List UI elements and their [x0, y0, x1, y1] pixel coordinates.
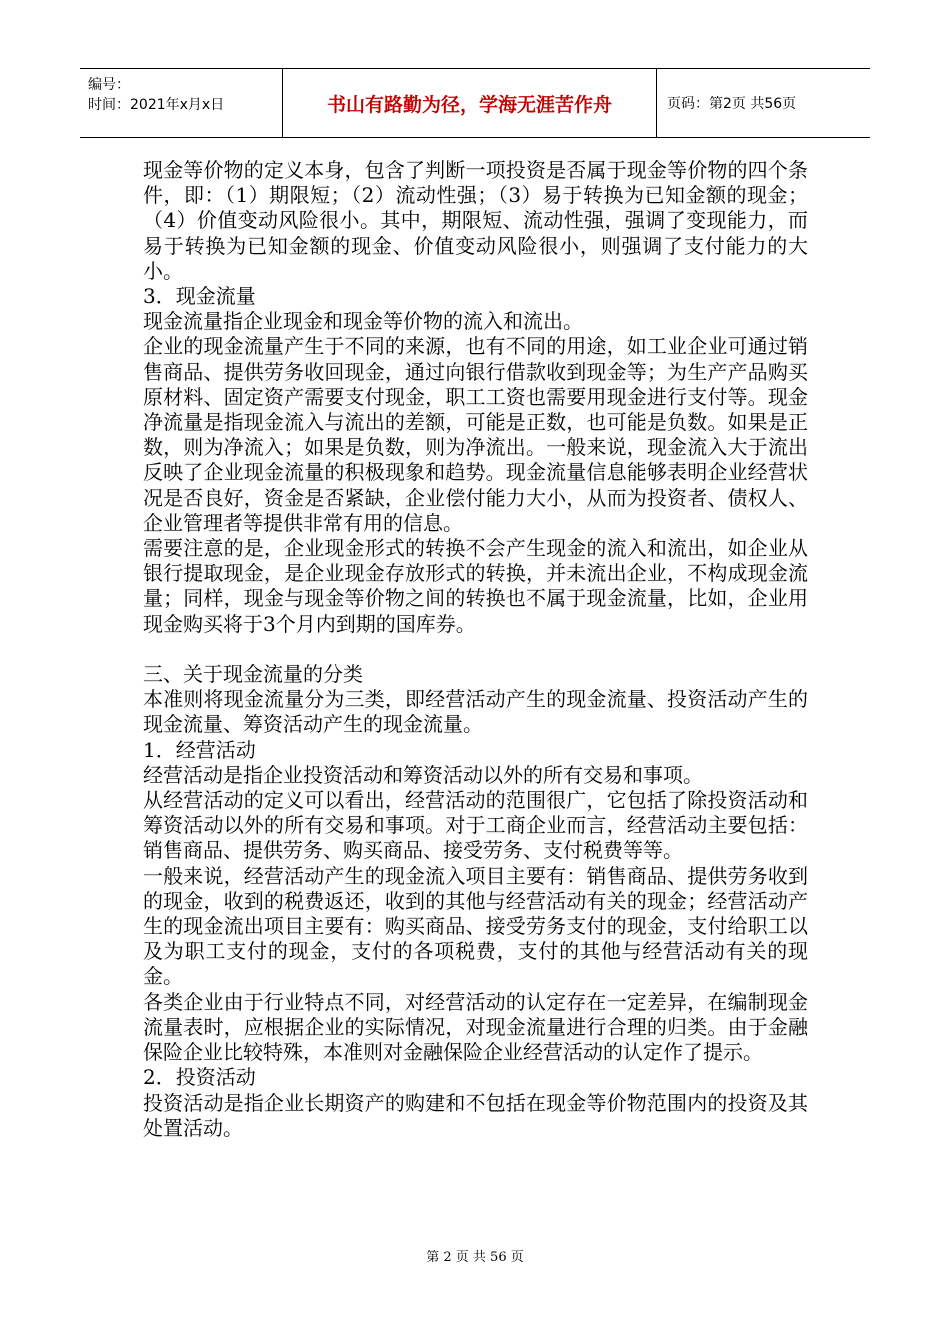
paragraph: 投资活动是指企业长期资产的购建和不包括在现金等价物范围内的投资及其处置活动。: [143, 1090, 808, 1140]
paragraph: 从经营活动的定义可以看出，经营活动的范围很广，它包括了除投资活动和筹资活动以外的所有交易和事项。对于工商企业而言，经营活动主要包括：销售商品、提供劳务、购买商品、接受劳务、支付税费等等。: [143, 788, 808, 863]
document-body: [143, 158, 808, 1141]
paragraph: 需要注意的是，企业现金形式的转换不会产生现金的流入和流出，如企业从银行提取现金，是企业现金存放形式的转换，并未流出企业，不构成现金流量；同样，现金与现金等价物之间的转换也不属于现金流量，比如，企业用现金购买将于3个月内到期的国库券。: [143, 536, 808, 636]
paragraph: 各类企业由于行业特点不同，对经营活动的认定存在一定差异，在编制现金流量表时，应根据企业的实际情况，对现金流量进行合理的归类。由于金融保险企业比较特殊，本准则对金融保险企业经营活动的认定作了提示。: [143, 989, 808, 1065]
chapter-heading: 三、关于现金流量的分类: [143, 662, 363, 687]
header-motto: 书山有路勤为径，学海无涯苦作舟: [283, 69, 657, 137]
paragraph: 本准则将现金流量分为三类，即经营活动产生的现金流量、投资活动产生的现金流量、筹资活动产生的现金流量。: [143, 687, 808, 737]
section-heading: 2．投资活动: [143, 1065, 256, 1090]
page-footer: 第 2 页 共 56 页: [426, 1250, 524, 1265]
header-meta: [80, 69, 283, 137]
paragraph: 经营活动是指企业投资活动和筹资活动以外的所有交易和事项。: [143, 762, 703, 787]
section-heading: 3．现金流量: [143, 284, 256, 309]
paragraph: 现金等价物的定义本身，包含了判断一项投资是否属于现金等价物的四个条件，即：（1）期限短；（2）流动性强；（3）易于转换为已知金额的现金；（4）价值变动风险很小。其中，期限短、流动性强，强调了变现能力，而易于转换为已知金额的现金、价值变动风险很小，则强调了支付能力的大小。: [143, 158, 808, 283]
paragraph: 现金流量指企业现金和现金等价物的流入和流出。: [143, 309, 583, 334]
document-number-label: 编号：: [88, 77, 130, 93]
section-heading: 1．经营活动: [143, 737, 256, 762]
blank-line: [143, 637, 808, 662]
header-page-number: 页码：第2页 共56页: [667, 96, 797, 112]
paragraph: 企业的现金流量产生于不同的来源，也有不同的用途，如工业企业可通过销售商品、提供劳务收回现金，通过向银行借款收到现金等；为生产产品购买原材料、固定资产需要支付现金，职工工资也需要用现金进行支付等。现金净流量是指现金流入与流出的差额，可能是正数，也可能是负数。如果是正数，则为净流入；如果是负数，则为净流出。一般来说，现金流入大于流出反映了企业现金流量的积极现象和趋势。现金流量信息能够表明企业经营状况是否良好，资金是否紧缺，企业偿付能力大小，从而为投资者、债权人、企业管理者等提供非常有用的信息。: [143, 334, 808, 535]
page-header: [80, 68, 870, 138]
paragraph: 一般来说，经营活动产生的现金流入项目主要有：销售商品、提供劳务收到的现金，收到的税费返还，收到的其他与经营活动有关的现金；经营活动产生的现金流出项目主要有：购买商品、接受劳务支付的现金，支付给职工以及为职工支付的现金，支付的各项税费，支付的其他与经营活动有关的现金。: [143, 863, 808, 989]
document-time-label: 时间：2021年x月x日: [88, 97, 225, 113]
